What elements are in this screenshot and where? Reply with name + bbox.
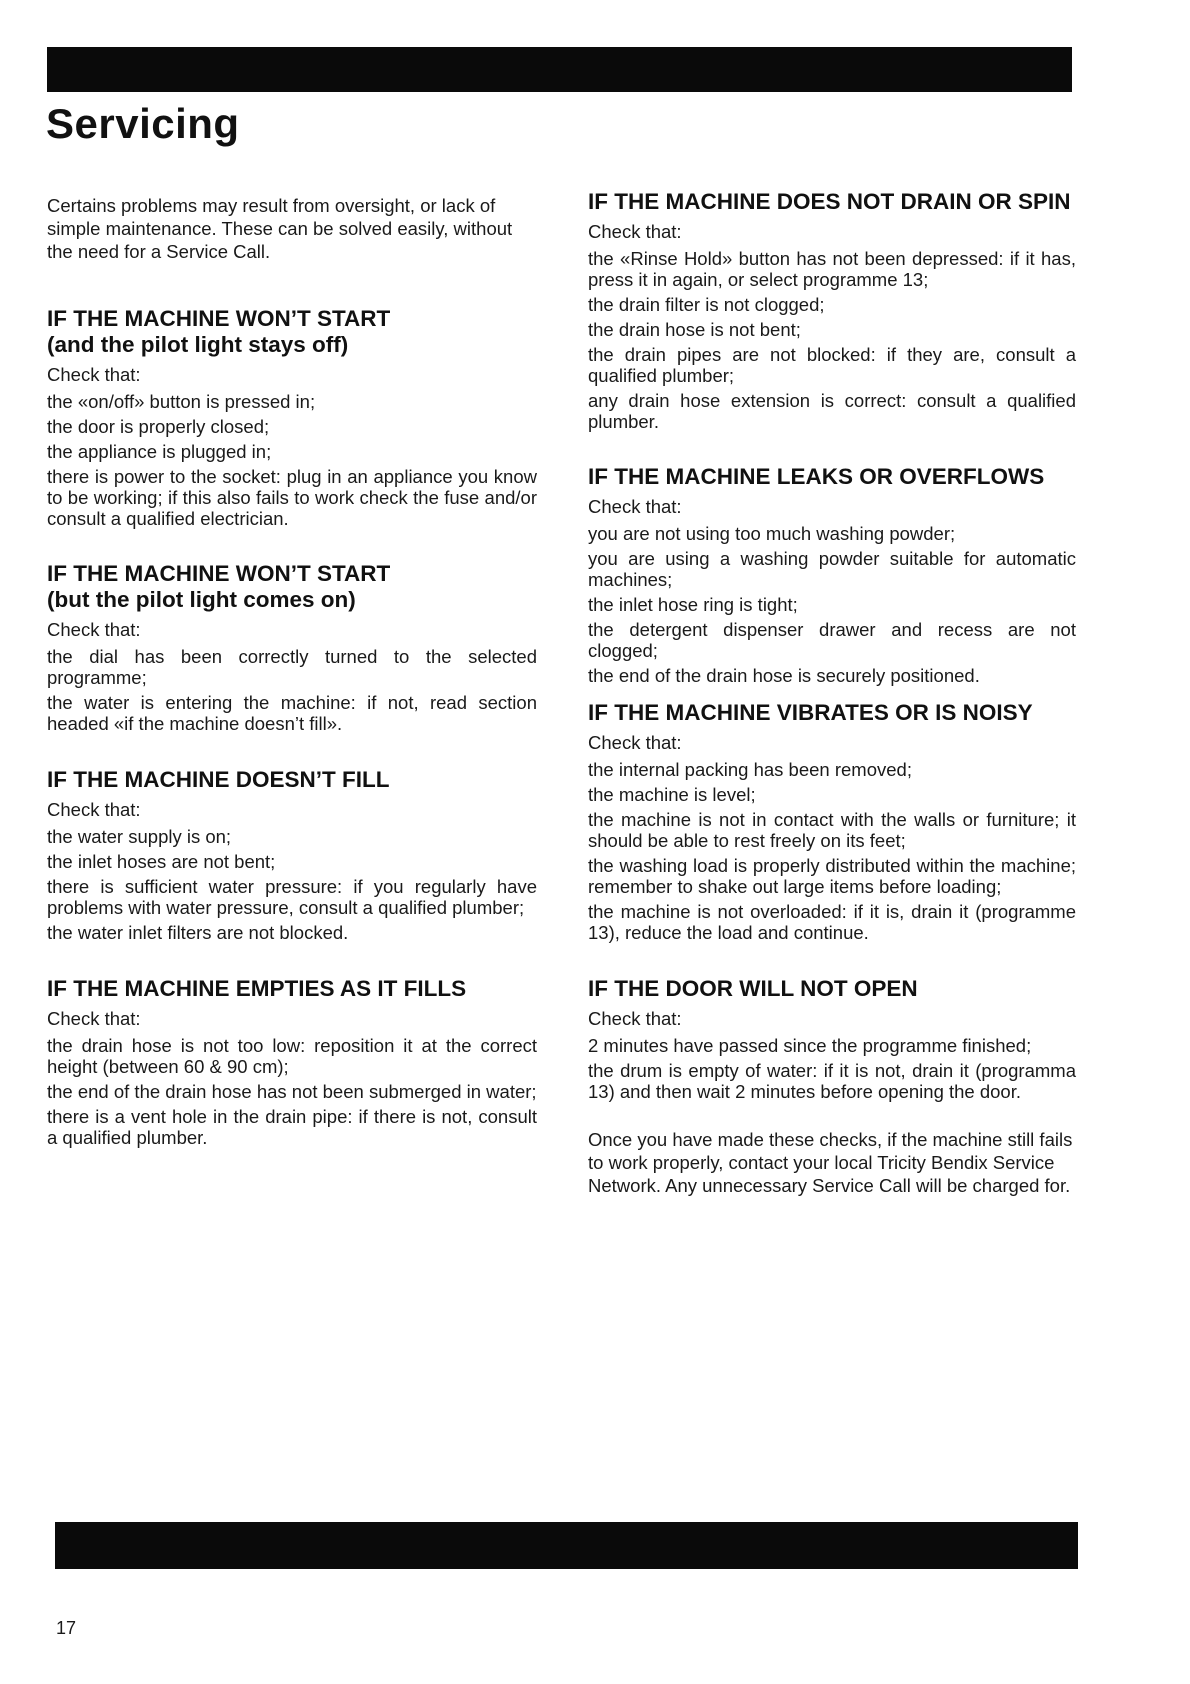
section-heading-text: IF THE MACHINE WON’T START: [47, 306, 391, 331]
check-item: the appliance is plugged in;: [47, 441, 272, 462]
check-list: [47, 391, 537, 529]
check-item: the washing load is properly distributed within the machine; remember to shake out large items before loading;: [588, 855, 1076, 897]
check-item: the door is properly closed;: [47, 416, 270, 437]
check-item: the internal packing has been removed;: [588, 759, 912, 780]
check-list: [47, 826, 537, 943]
check-label: Check that:: [588, 732, 682, 753]
check-list: [588, 759, 1076, 943]
section-empties-as-fills: [47, 976, 537, 1148]
check-item: the «Rinse Hold» button has not been depressed: if it has, press it in again, or select programme 13;: [588, 248, 1076, 290]
check-label: Check that:: [588, 496, 682, 517]
page-number: 17: [56, 1618, 77, 1638]
header-bar: [47, 47, 1072, 92]
section-heading: IF THE MACHINE DOESN’T FILL: [47, 767, 390, 792]
check-item: the water is entering the machine: if not, read section headed «if the machine doesn’t fill».: [47, 692, 537, 734]
right-column: [588, 189, 1076, 1197]
section-heading: IF THE MACHINE LEAKS OR OVERFLOWS: [588, 464, 1045, 489]
check-label: Check that:: [588, 1008, 682, 1029]
check-item: the end of the drain hose is securely positioned.: [588, 665, 980, 686]
check-list: [588, 248, 1076, 432]
check-item: you are not using too much washing powder;: [588, 523, 956, 544]
check-item: the inlet hoses are not bent;: [47, 851, 276, 872]
check-item: the machine is not in contact with the walls or furniture; it should be able to rest freely on its feet;: [588, 809, 1076, 851]
check-item: the machine is level;: [588, 784, 756, 805]
section-heading: [47, 561, 537, 613]
section-wont-start-light-off: [47, 306, 537, 529]
check-item: the water inlet filters are not blocked.: [47, 922, 349, 943]
left-column: [47, 194, 537, 1152]
check-label: Check that:: [47, 1008, 141, 1029]
check-item: the «on/off» button is pressed in;: [47, 391, 316, 412]
check-list: [588, 1035, 1076, 1102]
section-heading: IF THE MACHINE DOES NOT DRAIN OR SPIN: [588, 189, 1071, 214]
check-item: the drain hose is not bent;: [588, 319, 801, 340]
section-heading: IF THE MACHINE EMPTIES AS IT FILLS: [47, 976, 467, 1001]
section-heading-text: IF THE MACHINE WON’T START: [47, 561, 391, 586]
check-item: there is a vent hole in the drain pipe: if there is not, consult a qualified plumber.: [47, 1106, 537, 1148]
check-item: there is power to the socket: plug in an appliance you know to be working; if this also fails to work check the fuse and/or consult a qualified electrician.: [47, 466, 537, 529]
check-item: the water supply is on;: [47, 826, 232, 847]
check-item: the end of the drain hose has not been submerged in water;: [47, 1081, 537, 1102]
section-subheading: (and the pilot light stays off): [47, 332, 349, 357]
check-item: 2 minutes have passed since the programme finished;: [588, 1035, 1032, 1056]
check-item: any drain hose extension is correct: consult a qualified plumber.: [588, 390, 1076, 432]
footer-bar: [55, 1522, 1078, 1569]
check-item: the inlet hose ring is tight;: [588, 594, 798, 615]
check-item: there is sufficient water pressure: if you regularly have problems with water pressure, consult a qualified plumber;: [47, 876, 537, 918]
check-item: the detergent dispenser drawer and recess are not clogged;: [588, 619, 1076, 661]
section-vibrates-noisy: [588, 700, 1076, 943]
section-doesnt-fill: [47, 767, 537, 943]
check-item: you are using a washing powder suitable for automatic machines;: [588, 548, 1076, 590]
check-item: the dial has been correctly turned to the selected programme;: [47, 646, 537, 688]
check-item: the drain pipes are not blocked: if they are, consult a qualified plumber;: [588, 344, 1076, 386]
check-list: [47, 646, 537, 734]
intro-paragraph: Certains problems may result from oversight, or lack of simple maintenance. These can be solved easily, without the need for a Service Call.: [47, 195, 513, 262]
check-item: the drum is empty of water: if it is not, drain it (programma 13) and then wait 2 minutes before opening the door.: [588, 1060, 1076, 1102]
section-leaks-overflows: [588, 464, 1076, 686]
section-wont-start-light-on: [47, 561, 537, 734]
check-label: Check that:: [47, 799, 141, 820]
check-item: the drain hose is not too low: reposition it at the correct height (between 60 & 90 cm);: [47, 1035, 537, 1077]
section-heading: IF THE DOOR WILL NOT OPEN: [588, 976, 918, 1001]
check-label: Check that:: [588, 221, 682, 242]
section-subheading: (but the pilot light comes on): [47, 587, 356, 612]
section-does-not-drain: [588, 189, 1076, 432]
check-item: the machine is not overloaded: if it is, drain it (programme 13), reduce the load and continue.: [588, 901, 1076, 943]
check-list: [47, 1035, 537, 1148]
check-list: [588, 523, 1076, 686]
page-title: Servicing: [46, 100, 240, 147]
section-heading: [47, 306, 537, 358]
section-heading: IF THE MACHINE VIBRATES OR IS NOISY: [588, 700, 1033, 725]
check-label: Check that:: [47, 364, 141, 385]
section-door-will-not-open: [588, 976, 1076, 1102]
closing-paragraph: Once you have made these checks, if the machine still fails to work properly, contact your local Tricity Bendix Service Network. Any unnecessary Service Call will be charged for.: [588, 1129, 1073, 1196]
check-label: Check that:: [47, 619, 141, 640]
check-item: the drain filter is not clogged;: [588, 294, 825, 315]
